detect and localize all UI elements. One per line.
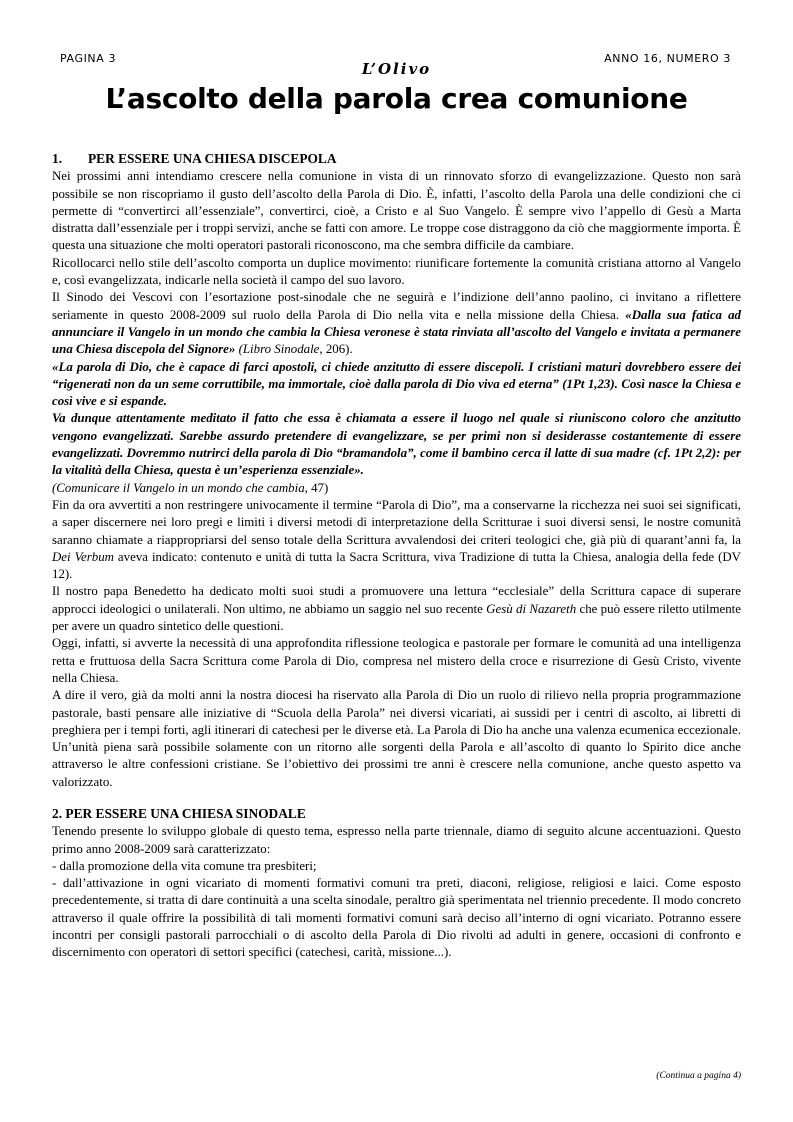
paragraph: Ricollocarci nello stile dell’ascolto comporta un duplice movimento: riunificare fortemente la comunità cristiana attorno al Vangelo e, così evangelizzata, indicarle nella società il campo del suo lavoro. [52,255,741,288]
issue-label: ANNO 16, NUMERO 3 [604,52,731,65]
paragraph [52,497,741,583]
paragraph-text: Il nostro papa Benedetto ha dedicato molti suoi studi a promuovere una lettura “ecclesiale” della Scrittura capace di superare approcci ideologici o unilaterali. Non ultimo, ne abbiamo un saggio nel suo recente [52,584,741,616]
list-item: - dalla promozione della vita comune tra presbiteri; [52,858,317,873]
synod-quote: «Dalla sua fatica ad annunciare il Vangelo in un mondo che cambia la Chiesa veronese è stata rinviata all’ascolto del Vangelo e invitata a permanere una Chiesa discepola del Signore» [52,307,741,357]
quote-source: (Libro Sinodale, [235,342,326,357]
paragraph-text: aveva indicato: contenuto e unità di tutta la Sacra Scrittura, viva Tradizione di tutta la Chiesa, analogia della fede (DV 12). [52,549,741,582]
block-quote: Va dunque attentamente meditato il fatto che essa è chiamata a essere il luogo nel quale si riuniscono coloro che anzitutto vengono evangelizzati. Sarebbe assurdo pretendere di evangelizzare, se per primi non si desiderasse costantemente di essere evangelizzati. Dovremmo nutrirci della parola di Dio “bramandola”, come il bambino cerca il latte di sua madre (cf. 1Pt 2,2): per la vitalità della Chiesa, questa è un’esperienza essenziale». [52,411,741,478]
quote-reference: 47) [307,480,329,495]
block-quote: «La parola di Dio, che è capace di farci apostoli, ci chiede anzitutto di essere discepoli. I cristiani maturi dovrebbero essere dei “rigenerati non da un seme corruttibile, ma immortale, cioè dalla parola di Dio viva ed eterna” (1Pt 1,23). Così nasce la Chiesa e così vive e si espande. [52,359,741,409]
quote-citation [52,480,741,497]
paragraph-with-quote [52,289,741,358]
newsletter-masthead: L’Olivo [361,60,432,78]
paragraph: A dire il vero, già da molti anni la nostra diocesi ha riservato alla Parola di Dio un ruolo di rilievo nella propria programmazione pastorale, basti pensare alle iniziative di “Scuola della Parola” nei diversi vicariati, ai sussidi per i centri di ascolto, ai libretti di preghiera per i tempi forti, agli itinerari di catechesi per le diverse età. La Parola di Dio ha anche una valenza ecumenica eccezionale. Un’unità piena sarà possibile solamente con un ritorno alle sorgenti della Parola e all’ascolto di quanto lo Spirito dice anche attraverso le altre confessioni cristiane. Se l’obiettivo dei prossimi tre anni è crescere nella comunione, anche questo aspetto va valorizzato. [52,688,741,789]
section-2-heading: 2. PER ESSERE UNA CHIESA SINODALE [52,805,306,821]
paragraph-text: che può essere riletto utilmente per avere un quadro sintetico delle questioni. [52,601,741,634]
section-1-heading [52,150,741,167]
quote-reference: 206). [325,342,353,357]
section-1-number: 1. [52,151,63,166]
list-item: - dall’attivazione in ogni vicariato di momenti formativi comuni tra preti, diaconi, religiose, religiosi e laici. Come esposto precedentemente, si tratta di dare continuità a una scelta sinodale, peraltro già sperimentata nel triennio precedente. Il modo concreto attraverso il quale offrire la possibilità di tali momenti formativi comuni sarà deciso all’interno di ogni vicariato. Potranno essere incontri per consigli pastorali parrocchiali o di ascolto della Parola di Dio rivolti ad adulti in genere, occasioni di confronto e discernimento con operatori di settori specifici (catechesi, carità, missione...). [52,876,741,960]
paragraph [52,583,741,635]
article-body [52,150,741,962]
section-1-title: PER ESSERE UNA CHIESA DISCEPOLA [88,151,337,166]
article-title: L’ascolto della parola crea comunione [105,82,688,115]
paragraph-text: Fin da ora avvertiti a non restringere univocamente il termine “Parola di Dio”, ma a conservarne la ricchezza nei suoi sei significati, a saper discernere nei loro pregi e limiti i diversi metodi di interpretazione della Scritturae i suoi diversi sensi, le nostre comunità saranno chiamate a riappropriarsi del senso totale della Scrittura avvalendosi dei criteri teologici che, già più di quarant’anni fa, la [52,497,741,547]
continuation-note: (Continua a pagina 4) [656,1071,741,1081]
paragraph: Nei prossimi anni intendiamo crescere nella comunione in vista di un rinnovato sforzo di evangelizzazione. Questo non sarà possibile se non riscopriamo il gusto dell’ascolto della Parola di Dio. È, infatti, l’ascolto della Parola una delle condizioni che ci permette di “convertirci all’essenziale”, convertirci, cioè, a Cristo e al Suo Vangelo. È sempre vivo l’appello di Gesù a Marta distratta dall’essenziale per i troppi servizi, anche se fatti con amore. Le troppe cose distraggono da ciò che maggiormente importa. È questa una situazione che molti operatori pastorali riconoscono, ma che sembra difficile da cambiare. [52,169,741,253]
paragraph: Oggi, infatti, si avverte la necessità di una approfondita riflessione teologica e pastorale per formare le comunità ad una intelligenza retta e fruttuosa della Sacra Scrittura come Parola di Dio, compresa nel mistero della croce e risurrezione di Gesù Cristo, vivente nella Chiesa. [52,636,741,685]
paragraph-text: Il Sinodo dei Vescovi con l’esortazione post-sinodale che ne seguirà e l’indizione dell’anno paolino, ci invitano a riflettere seriamente in questo 2008-2009 sul ruolo della Parola di Dio nella vita e nella missione della Chiesa. [52,290,741,322]
book-title: Gesù di Nazareth [486,601,577,616]
paragraph: Tenendo presente lo sviluppo globale di questo tema, espresso nella parte triennale, diamo di seguito alcune accentuazioni. Questo primo anno 2008-2009 sarà caratterizzato: [52,824,741,856]
quote-source: (Comunicare il Vangelo in un mondo che cambia, [52,480,308,495]
page-number-label: PAGINA 3 [60,52,117,65]
document-title: Dei Verbum [52,549,114,564]
